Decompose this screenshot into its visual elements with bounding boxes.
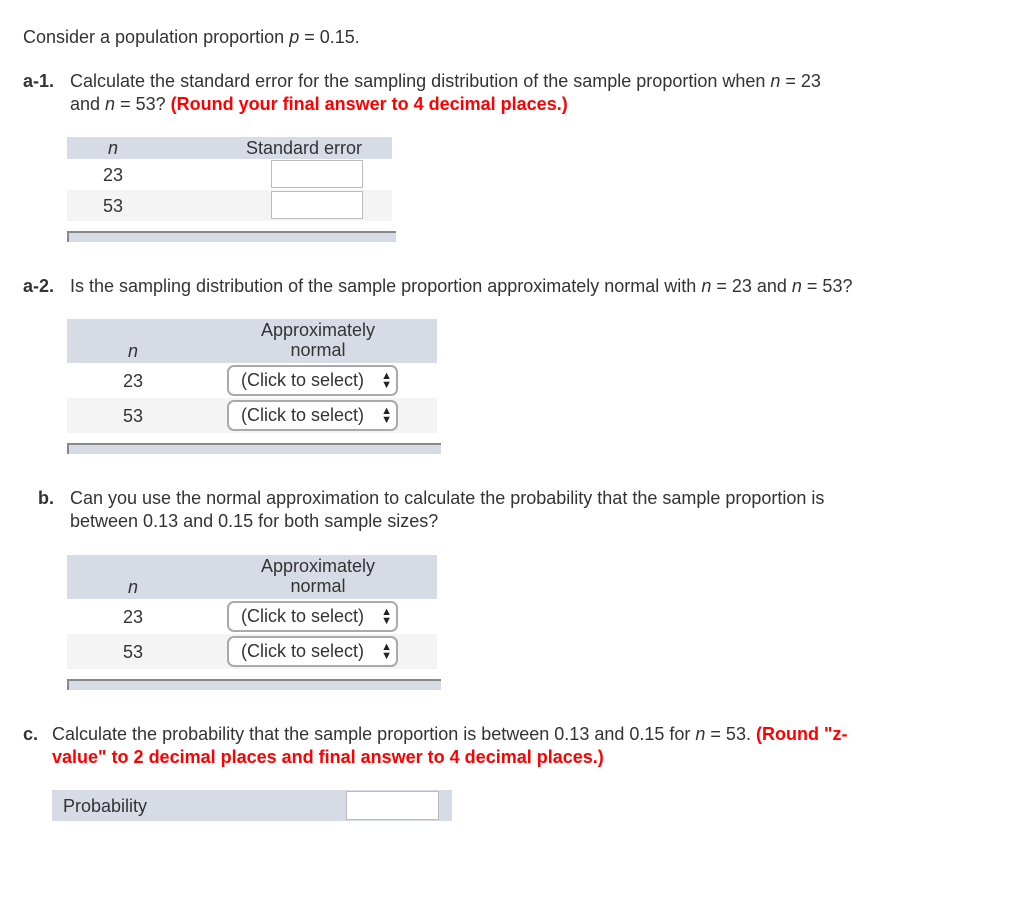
standard-error-input-53[interactable] (271, 191, 363, 219)
n-value: 53 (102, 196, 124, 216)
n-value: 23 (122, 371, 144, 391)
column-header-approximately-normal: Approximately normal (260, 320, 376, 360)
question-label-a2: a-2. (23, 276, 55, 296)
question-label-b: b. (38, 488, 54, 508)
question-a1-text-2: and n = 53? (Round your final answer to 4 decimal places.) (70, 94, 568, 114)
question-b-text-2: between 0.13 and 0.15 for both sample sizes? (70, 511, 439, 531)
column-header-n: n (107, 138, 118, 158)
column-header-standard-error: Standard error (245, 138, 363, 158)
n-value: 23 (102, 165, 124, 185)
table-footer (67, 679, 441, 690)
question-c-instruction: value" to 2 decimal places and final answer to 4 decimal places.) (52, 747, 604, 767)
approx-normal-select-23[interactable]: (Click to select) ▲ ▼ (227, 601, 398, 632)
select-arrows-icon: ▲ ▼ (381, 405, 392, 426)
table-footer (67, 443, 441, 454)
column-header-n: n (127, 577, 138, 597)
question-label-c: c. (23, 724, 39, 744)
question-a1-text: Calculate the standard error for the sampling distribution of the sample proportion when n = 23 (70, 71, 821, 91)
select-arrows-icon: ▲ ▼ (381, 606, 392, 627)
approx-normal-select-53[interactable]: (Click to select) ▲ ▼ (227, 636, 398, 667)
standard-error-input-23[interactable] (271, 160, 363, 188)
select-arrows-icon: ▲ ▼ (381, 641, 392, 662)
n-value: 23 (122, 607, 144, 627)
intro-text: Consider a population proportion p = 0.15. (23, 27, 360, 47)
n-value: 53 (122, 406, 144, 426)
column-header-approximately-normal: Approximately normal (260, 556, 376, 596)
probability-label: Probability (63, 796, 148, 816)
select-arrows-icon: ▲ ▼ (381, 370, 392, 391)
question-b-text: Can you use the normal approximation to calculate the probability that the sample proportion is (70, 488, 825, 508)
n-value: 53 (122, 642, 144, 662)
column-header-n: n (127, 341, 138, 361)
probability-input[interactable] (346, 791, 439, 820)
approx-normal-select-53[interactable]: (Click to select) ▲ ▼ (227, 400, 398, 431)
question-label-a1: a-1. (23, 71, 55, 91)
question-a2-text: Is the sampling distribution of the sample proportion approximately normal with n = 23 and n = 53? (70, 276, 853, 296)
table-footer (67, 231, 396, 242)
approx-normal-select-23[interactable]: (Click to select) ▲ ▼ (227, 365, 398, 396)
question-c-text: Calculate the probability that the sample proportion is between 0.13 and 0.15 for n = 53. (Round "z- (52, 724, 848, 744)
